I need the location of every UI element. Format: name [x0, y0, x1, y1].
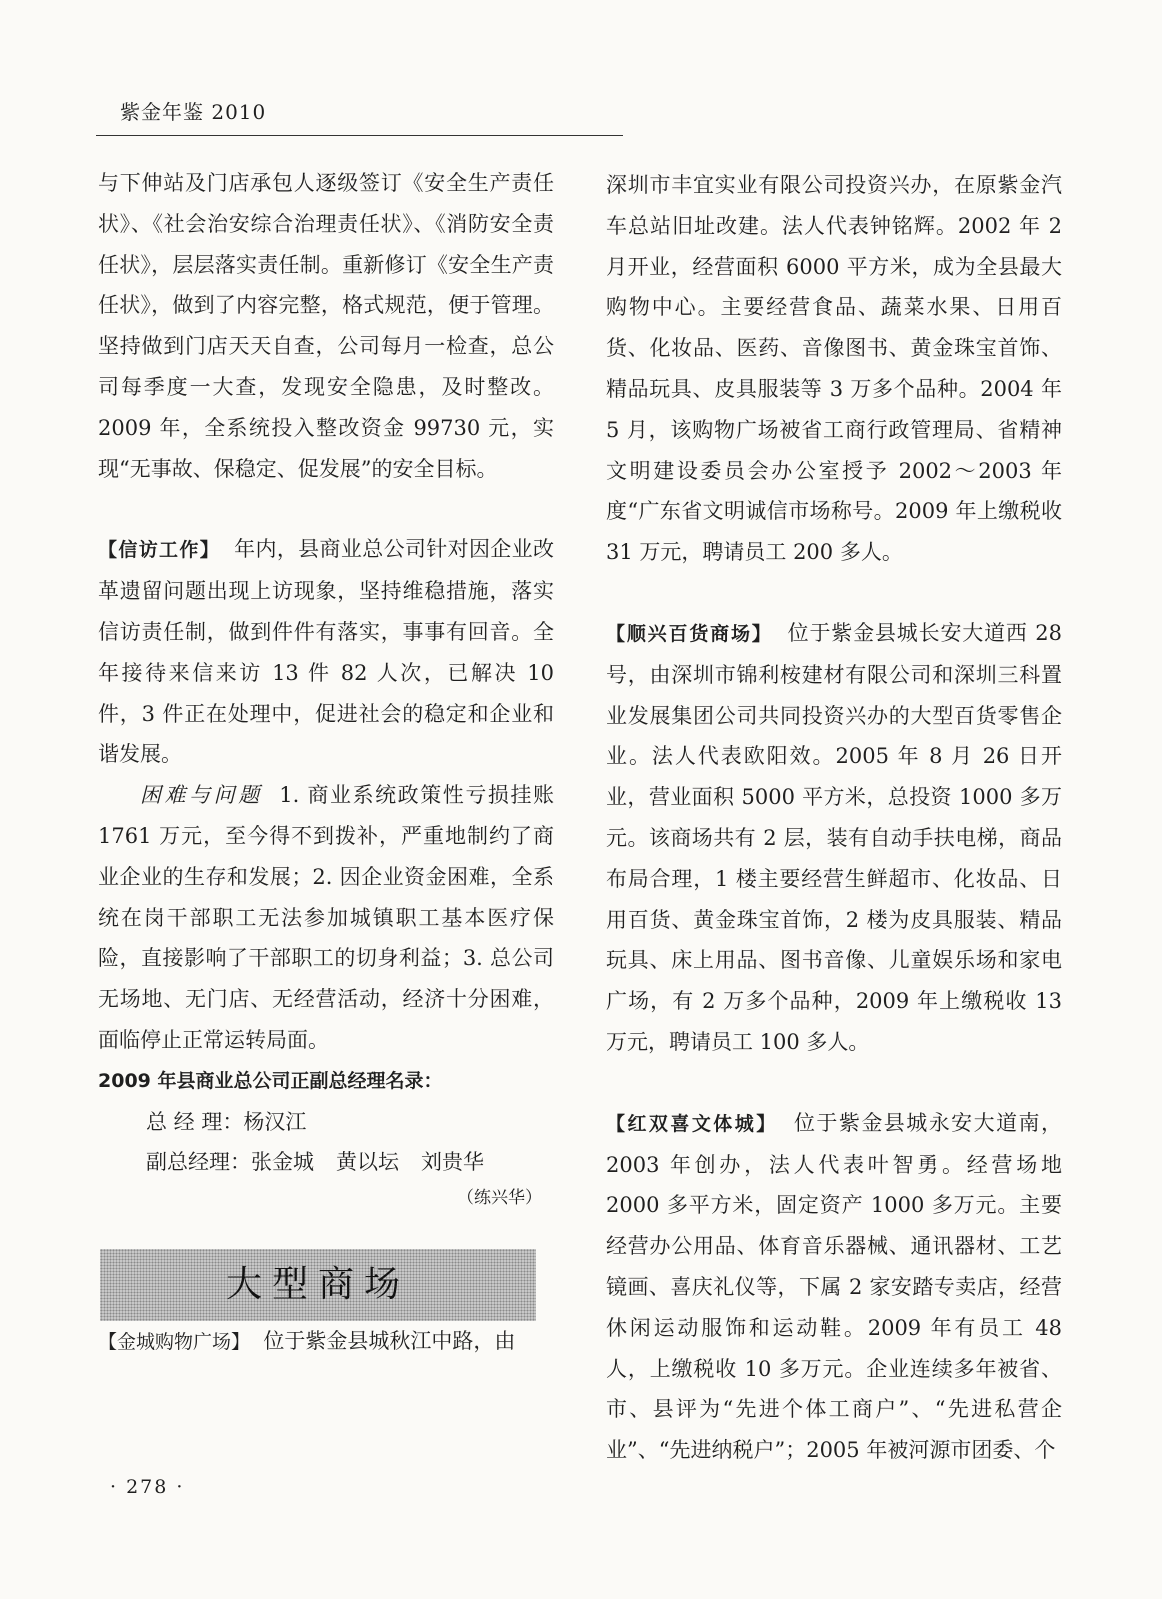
running-header: 紫金年鉴 2010 [120, 100, 267, 124]
hongshuangxi-heading: 【红双喜文体城】 [606, 1112, 778, 1135]
roster-deputy-2: 黄以坛 [336, 1150, 399, 1175]
jincheng-body-start: 位于紫金县城秋江中路，由 [263, 1329, 516, 1354]
author-credit: （练兴华） [457, 1188, 542, 1209]
jincheng-heading: 【金城购物广场】 [98, 1331, 251, 1354]
roster-deputy-3: 刘贵华 [421, 1150, 484, 1175]
roster-general-manager: 总 经 理：杨汉江 [146, 1109, 307, 1134]
left-column [98, 163, 554, 1363]
problems-paragraph [98, 775, 554, 1061]
page-number: · 278 · [110, 1476, 185, 1498]
roster-deputy-label: 副总经理：张金城 [146, 1150, 314, 1175]
problems-body: 1. 商业系统政策性亏损挂账 1761 万元，至今得不到拨补，严重地制约了商业企业的生存和发展；2. 因企业资金困难，全系统在岗干部职工无法参加城镇职工基本医疗保险，直接影响了干部职工的切身利益；3. 总公司无场地、无门店、无经营活动，经济十分困难，面临停止正常运转局面。 [98, 783, 554, 1052]
right-column [606, 165, 1062, 1471]
roster-deputies [98, 1142, 554, 1183]
header-rule [96, 135, 623, 136]
shunxing-heading: 【顺兴百货商场】 [606, 622, 773, 645]
xinfang-paragraph [98, 529, 554, 775]
xinfang-heading: 【信访工作】 [98, 539, 221, 562]
safety-paragraph: 与下伸站及门店承包人逐级签订《安全生产责任状》、《社会治安综合治理责任状》、《消防安全责任状》，层层落实责任制。重新修订《安全生产责任状》，做到了内容完整，格式规范，便于管理。坚持做到门店天天自查，公司每月一检查，总公司每季度一大查，发现安全隐患，及时整改。2009 年，全系统投入整改资金 99730 元，实现“无事故、保稳定、促发展”的安全目标。 [98, 171, 554, 481]
section-banner [100, 1249, 536, 1321]
shunxing-body: 位于紫金县城长安大道西 28 号，由深圳市锦利桉建材有限公司和深圳三科置业发展集团公司共同投资兴办的大型百货零售企业。法人代表欧阳效。2005 年 8 月 26 日开业，营业面积 5000 平方米，总投资 1000 多万元。该商场共有 2 层，装有自动手扶电梯，商品布局合理，1 楼主要经营生鲜超市、化妆品、日用百货、黄金珠宝首饰，2 楼为皮具服装、精品玩具、床上用品、图书音像、儿童娱乐场和家电广场，有 2 万多个品种，2009 年上缴税收 13 万元，聘请员工 100 多人。 [606, 620, 1062, 1054]
section-title: 大型商场 [225, 1263, 410, 1305]
shunxing-paragraph [606, 613, 1062, 1063]
jincheng-body-cont: 深圳市丰宜实业有限公司投资兴办，在原紫金汽车总站旧址改建。法人代表钟铭辉。2002 年 2 月开业，经营面积 6000 平方米，成为全县最大购物中心。主要经营食品、蔬菜水果、日用百货、化妆品、医药、音像图书、黄金珠宝首饰、精品玩具、皮具服装等 3 万多个品种。2004 年 5 月，该购物广场被省工商行政管理局、省精神文明建设委员会办公室授予 2002～2003 年度“广东省文明诚信市场称号。2009 年上缴税收 31 万元，聘请员工 200 多人。 [606, 173, 1062, 565]
hongshuangxi-paragraph [606, 1103, 1062, 1471]
hongshuangxi-body: 位于紫金县城永安大道南，2003 年创办，法人代表叶智勇。经营场地 2000 多平方米，固定资产 1000 多万元。主要经营办公用品、体育音乐器械、通讯器材、工艺镜画、喜庆礼仪等，下属 2 家安踏专卖店，经营休闲运动服饰和运动鞋。2009 年有员工 48 人，上缴税收 10 多万元。企业连续多年被省、市、县评为“先进个体工商户”、“先进私营企业”、“先进纳税户”；2005 年被河源市团委、个 [606, 1110, 1062, 1463]
xinfang-body: 年内，县商业总公司针对因企业改革遗留问题出现上访现象，坚持维稳措施，落实信访责任制，做到件件有落实，事事有回音。全年接待来信来访 13 件 82 人次，已解决 10 件，3 件正在处理中，促进社会的稳定和企业和谐发展。 [98, 537, 554, 767]
jincheng-paragraph-start [98, 1321, 554, 1363]
roster-title: 2009 年县商业总公司正副总经理名录： [98, 1069, 443, 1092]
problems-lead: 困难与问题 [140, 783, 263, 808]
